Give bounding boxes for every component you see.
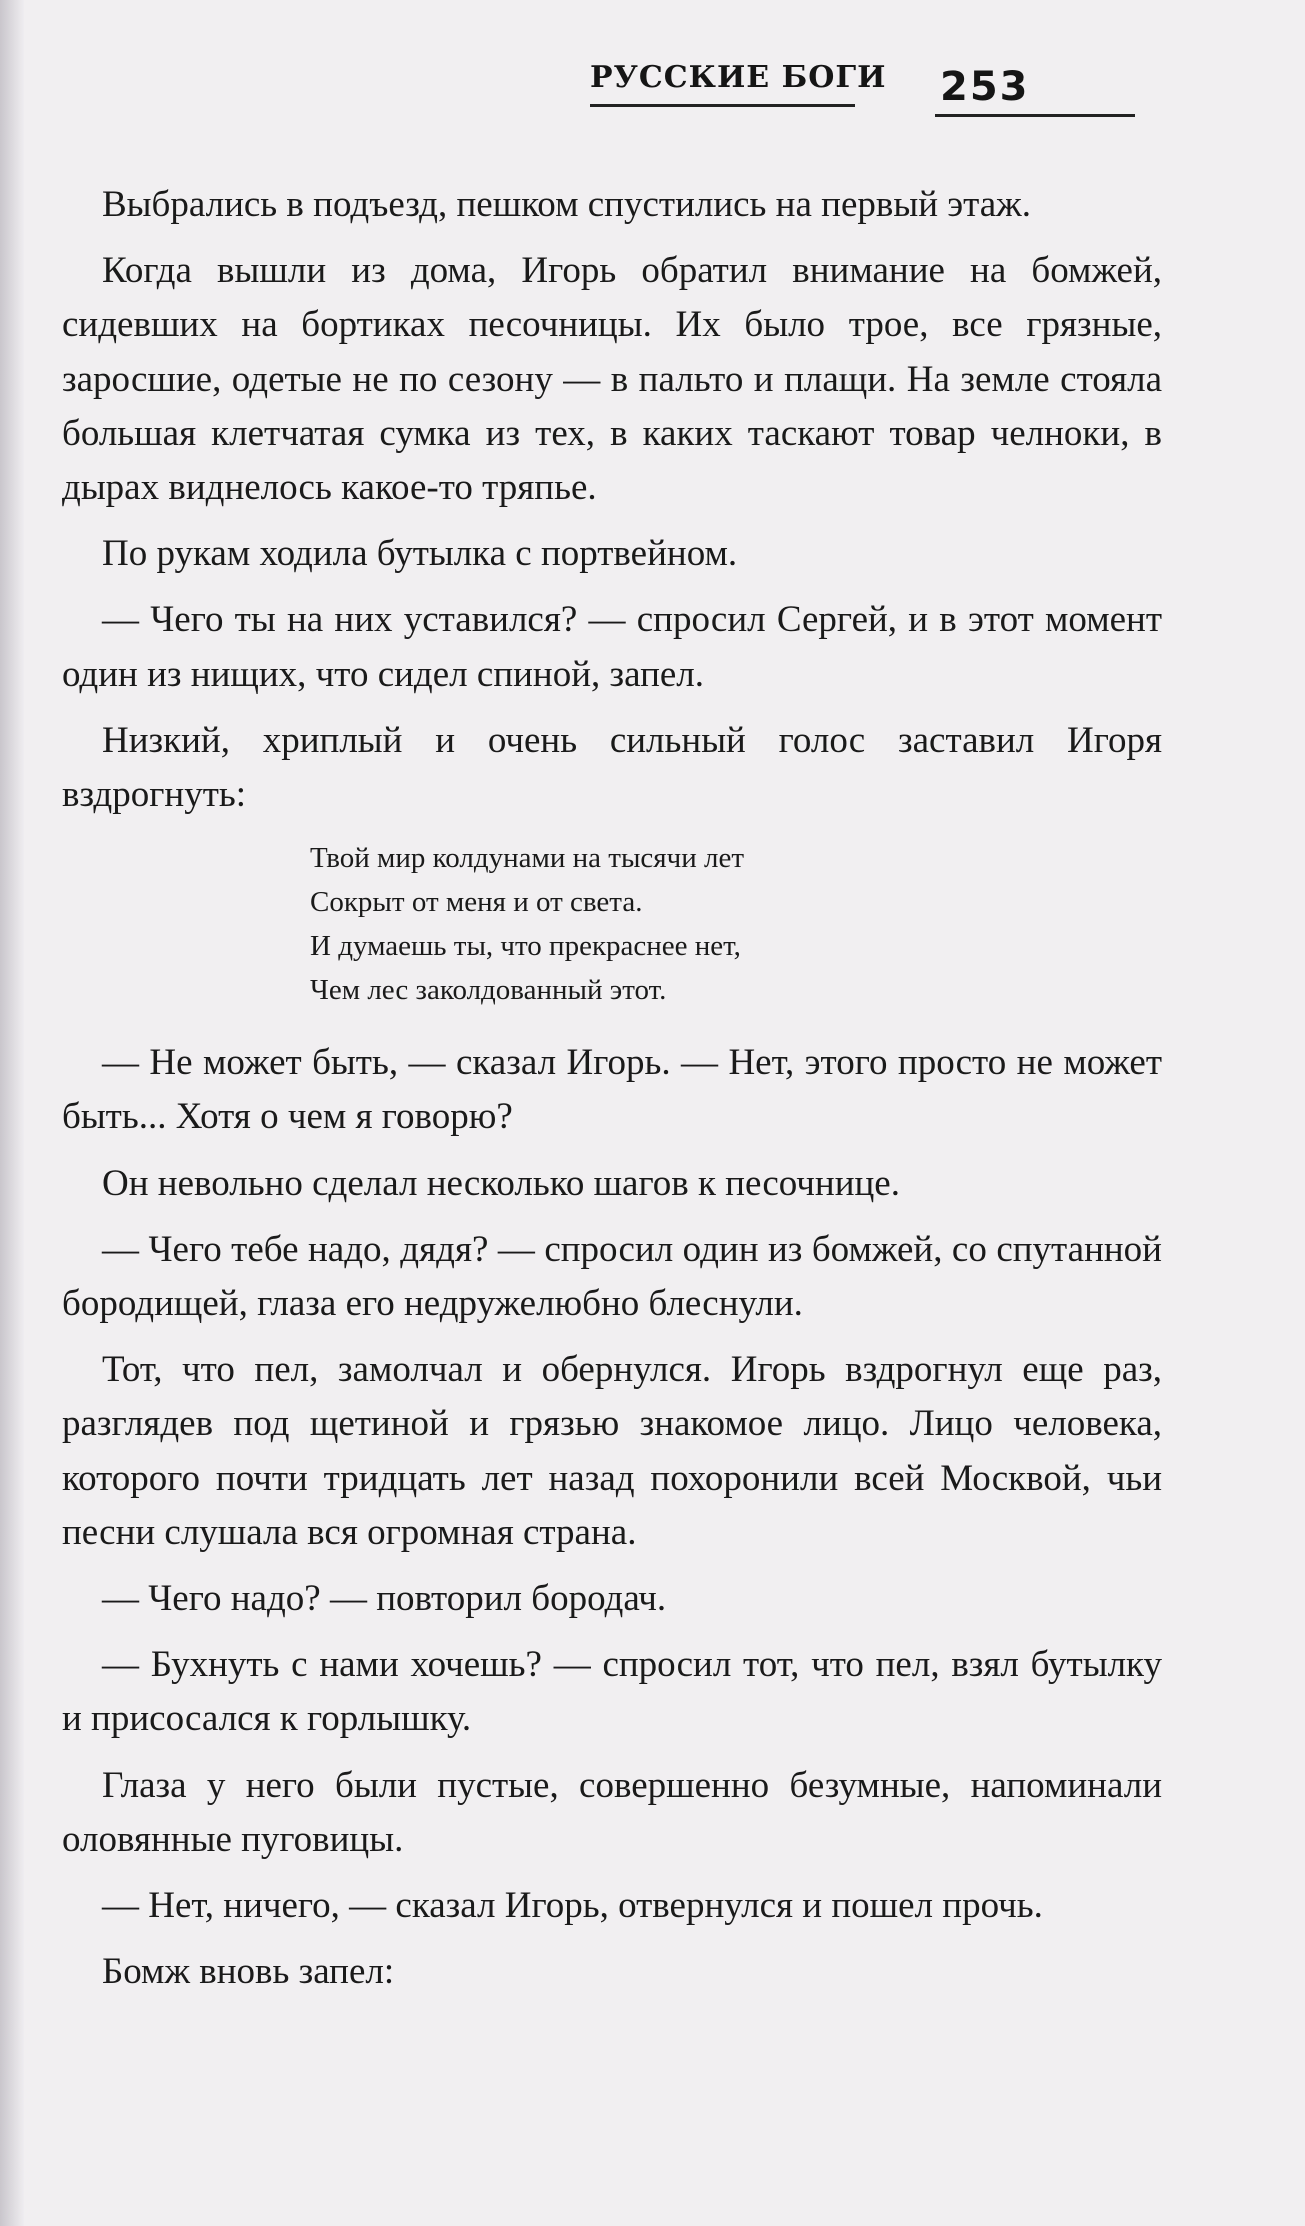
page-number-rule [935,114,1135,117]
song-verse [310,836,1162,1012]
paragraph: — Бухнуть с нами хочешь? — спросил тот, что пел, взял бутылку и присосался к горлышку. [62,1644,1162,1740]
paragraph: Глаза у него были пустые, совершенно безумные, напоминали оловянные пуговицы. [62,1764,1162,1860]
verse-line: Твой мир колдунами на тысячи лет [310,842,745,875]
paragraph: — Не может быть, — сказал Игорь. — Нет, этого просто не может быть... Хотя о чем я говорю? [62,1042,1162,1138]
paragraph: — Чего ты на них уставился? — спросил Сергей, и в этот момент один из нищих, что сидел спиной, запел. [62,599,1162,695]
page-number: 253 [940,64,1030,110]
paragraph: Низкий, хриплый и очень сильный голос заставил Игоря вздрогнуть: [62,719,1162,816]
paragraph: Бомж вновь запел: [102,1951,395,1993]
verse-line: Чем лес заколдованный этот. [310,974,667,1007]
paragraph: — Чего надо? — повторил бородач. [102,1578,667,1620]
paragraph: — Нет, ничего, — сказал Игорь, отвернулся и пошел прочь. [102,1885,1043,1927]
page-header [590,52,1150,124]
paragraph: По рукам ходила бутылка с портвейном. [102,533,738,575]
page-body [62,178,1162,1999]
running-title: РУССКИЕ БОГИ [590,60,887,95]
paragraph: Он невольно сделал несколько шагов к песочнице. [102,1162,900,1204]
verse-line: И думаешь ты, что прекраснее нет, [310,930,741,963]
paragraph: Когда вышли из дома, Игорь обратил внимание на бомжей, сидевших на бортиках песочницы. Их было трое, все грязные, заросшие, одетые не по сезону — в пальто и плащи. На земле стояла большая клетчатая сумка из тех, в каких таскают товар челноки, в дырах виднелось какое-то тряпье. [62,250,1162,509]
paragraph: Выбрались в подъезд, пешком спустились на первый этаж. [102,184,1031,225]
verse-line: Сокрыт от меня и от света. [310,886,643,919]
paragraph: — Чего тебе надо, дядя? — спросил один из бомжей, со спутанной бородищей, глаза его недружелюбно блеснули. [62,1228,1162,1325]
page-binding-edge [0,0,24,2226]
paragraph: Тот, что пел, замолчал и обернулся. Игорь вздрогнул еще раз, разглядев под щетиной и грязью знакомое лицо. Лицо человека, которого почти тридцать лет назад похоронили всей Москвой, чьи песни слушала вся огромная страна. [62,1349,1162,1553]
running-title-rule [590,104,855,107]
